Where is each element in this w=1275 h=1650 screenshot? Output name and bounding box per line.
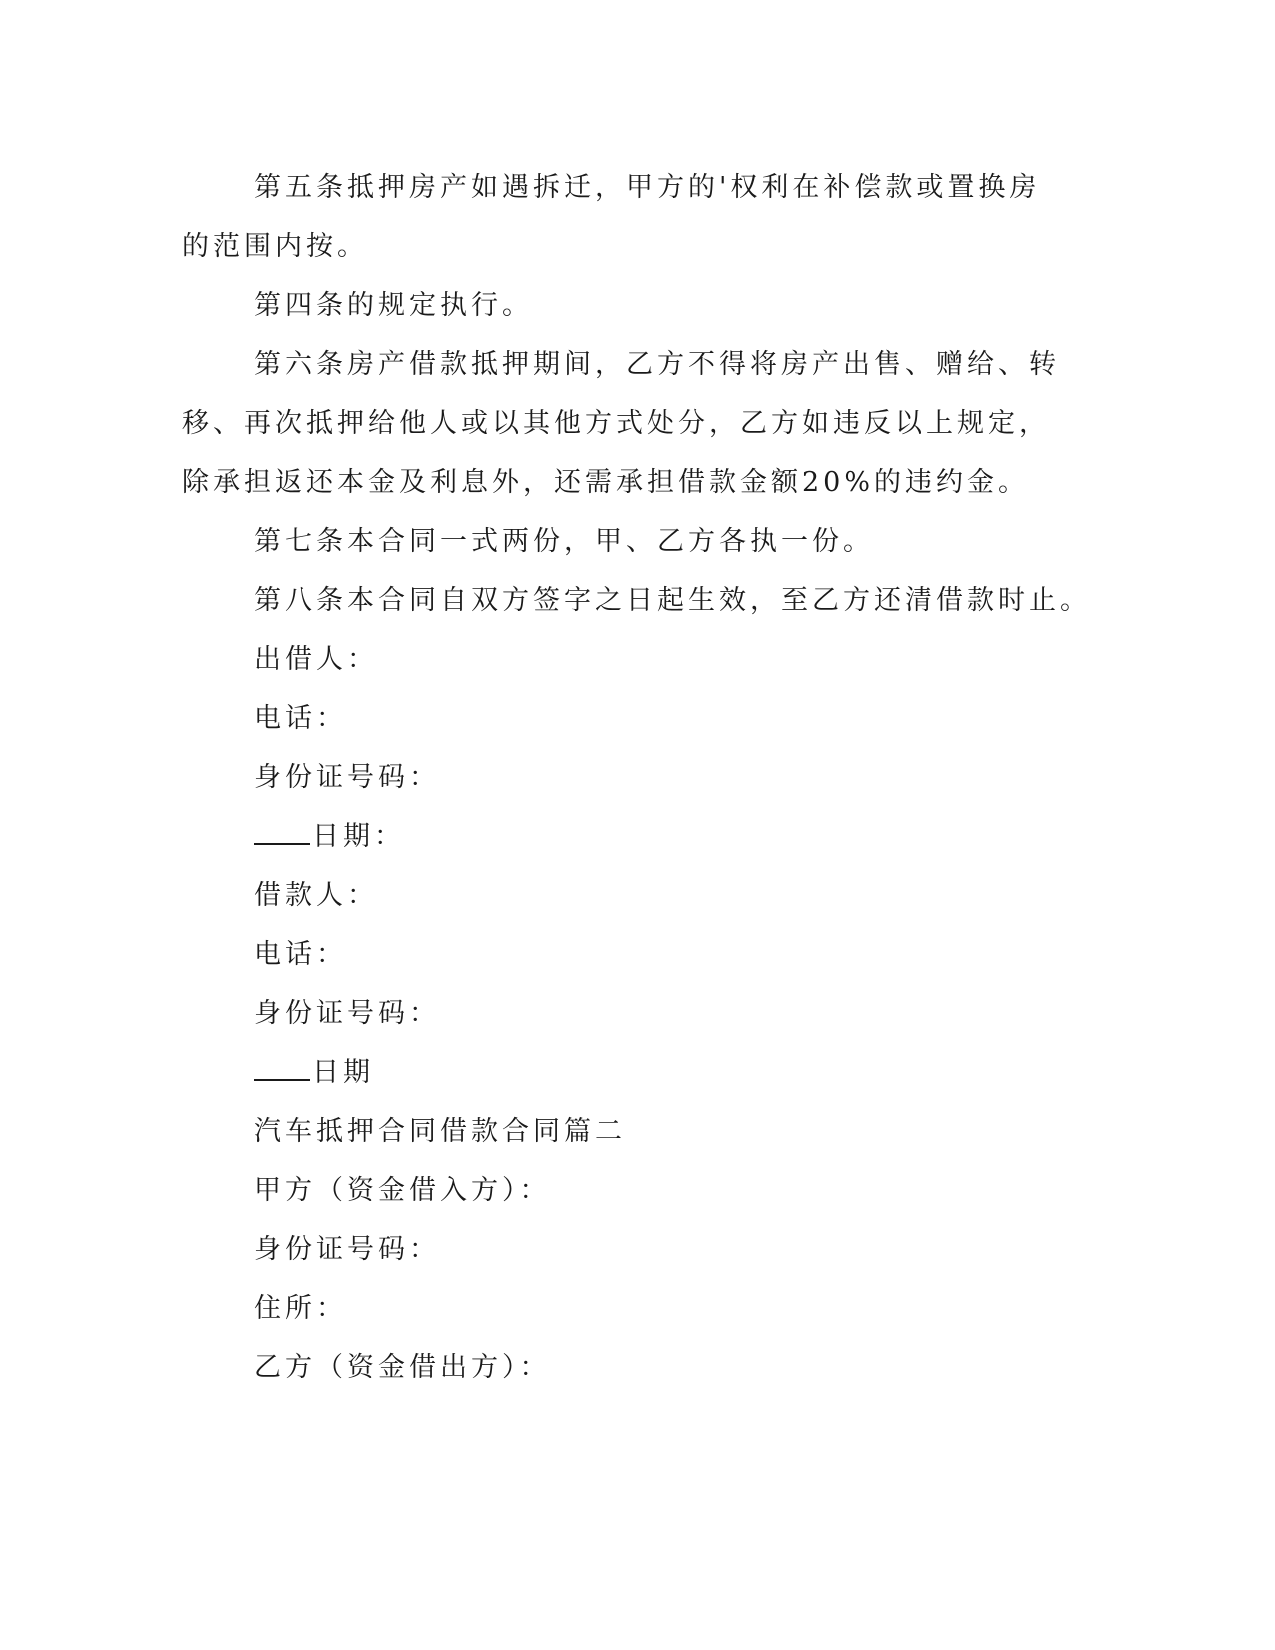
party-a-address-label: 住所： (254, 1293, 347, 1324)
date-blank-underline (254, 1055, 310, 1081)
borrower-date-line (182, 1043, 1062, 1102)
lender-name-label: 出借人： (254, 644, 378, 675)
party-a-id-label: 身份证号码： (254, 1234, 440, 1265)
clause-four-reference: 第四条的规定执行。 (254, 290, 533, 321)
borrower-phone-label: 电话： (254, 939, 347, 970)
clause-five: 第五条抵押房产如遇拆迁，甲方的'权利在补偿款或置换房的范围内按。 (182, 172, 1041, 262)
section-two-title: 汽车抵押合同借款合同篇二 (254, 1116, 626, 1147)
lender-date-line (182, 807, 1062, 866)
lender-id-label: 身份证号码： (254, 762, 440, 793)
lender-phone-label: 电话： (254, 703, 347, 734)
lender-date-label: 日期： (312, 821, 405, 852)
borrower-name-label: 借款人： (254, 880, 378, 911)
clause-six: 第六条房产借款抵押期间，乙方不得将房产出售、赠给、转移、再次抵押给他人或以其他方式处分，乙方如违反以上规定，除承担返还本金及利息外，还需承担借款金额20%的违约金。 (182, 349, 1060, 498)
date-blank-underline (254, 819, 310, 845)
document-body (182, 158, 1091, 1397)
borrower-id-label: 身份证号码： (254, 998, 440, 1029)
party-b-label: 乙方（资金借出方）： (254, 1352, 551, 1383)
clause-seven: 第七条本合同一式两份，甲、乙方各执一份。 (254, 526, 874, 557)
clause-eight: 第八条本合同自双方签字之日起生效，至乙方还清借款时止。 (254, 585, 1091, 616)
borrower-date-label: 日期 (312, 1057, 374, 1088)
party-a-label: 甲方（资金借入方）： (254, 1175, 551, 1206)
